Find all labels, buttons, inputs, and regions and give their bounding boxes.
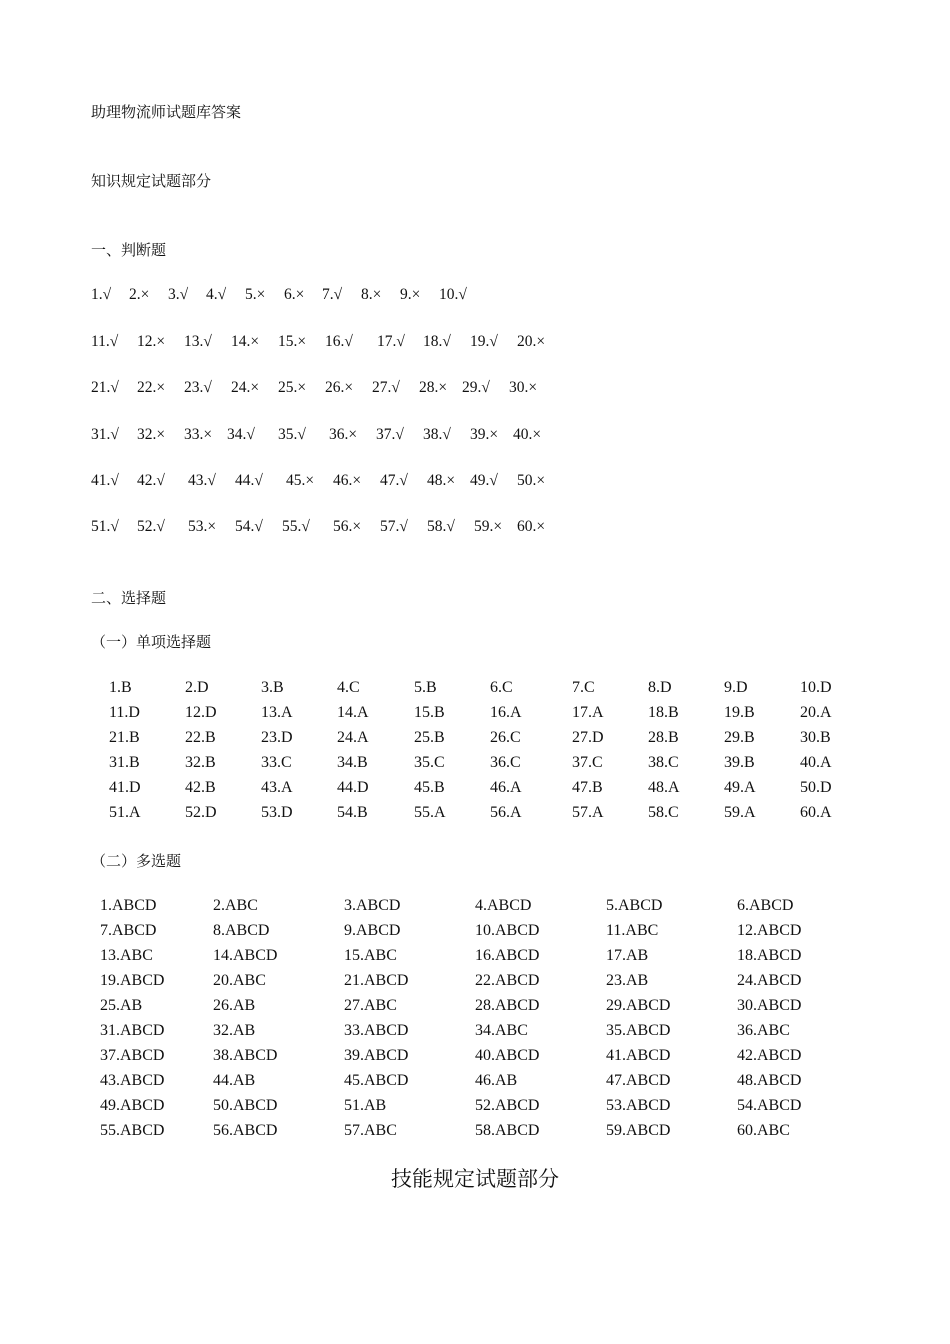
answer-item: 20.× <box>517 333 546 350</box>
answer-item: 17.A <box>572 704 604 721</box>
answer-item: 50.D <box>800 779 832 796</box>
answer-item: 15.B <box>414 704 445 721</box>
section-knowledge-heading: 知识规定试题部分 <box>91 172 212 190</box>
answer-item: 44.D <box>337 779 369 796</box>
document-title: 助理物流师试题库答案 <box>91 103 242 121</box>
answer-item: 10.ABCD <box>475 922 540 939</box>
answer-item: 37.C <box>572 754 603 771</box>
answer-item: 32.× <box>137 426 166 443</box>
answer-item: 2.× <box>129 286 150 303</box>
answer-item: 44.AB <box>213 1072 256 1089</box>
answer-item: 3.√ <box>168 286 189 303</box>
answer-item: 39.ABCD <box>344 1047 409 1064</box>
answer-item: 22.ABCD <box>475 972 540 989</box>
single-choice-heading: （一）单项选择题 <box>91 633 212 651</box>
answer-item: 8.D <box>648 679 672 696</box>
answer-item: 20.ABC <box>213 972 266 989</box>
answer-item: 30.ABCD <box>737 997 802 1014</box>
answer-item: 18.ABCD <box>737 947 802 964</box>
answer-item: 19.ABCD <box>100 972 165 989</box>
answer-item: 51.A <box>109 804 141 821</box>
answer-item: 53.ABCD <box>606 1097 671 1114</box>
answer-item: 58.ABCD <box>475 1122 540 1139</box>
answer-item: 41.D <box>109 779 141 796</box>
answer-item: 11.D <box>109 704 140 721</box>
answer-item: 40.A <box>800 754 832 771</box>
answer-item: 45.× <box>286 472 315 489</box>
answer-item: 5.ABCD <box>606 897 663 914</box>
answer-item: 48.ABCD <box>737 1072 802 1089</box>
answer-item: 7.√ <box>322 286 343 303</box>
answer-item: 3.ABCD <box>344 897 401 914</box>
answer-item: 23.√ <box>184 379 212 396</box>
answer-item: 12.D <box>185 704 217 721</box>
answer-item: 42.ABCD <box>737 1047 802 1064</box>
answer-item: 25.× <box>278 379 307 396</box>
answer-item: 33.C <box>261 754 292 771</box>
answer-item: 19.√ <box>470 333 498 350</box>
answer-item: 33.ABCD <box>344 1022 409 1039</box>
answer-item: 39.× <box>470 426 499 443</box>
answer-item: 3.B <box>261 679 284 696</box>
answer-item: 51.AB <box>344 1097 387 1114</box>
answer-item: 37.ABCD <box>100 1047 165 1064</box>
answer-item: 29.B <box>724 729 755 746</box>
answer-item: 35.√ <box>278 426 306 443</box>
answer-item: 44.√ <box>235 472 263 489</box>
answer-item: 15.ABC <box>344 947 397 964</box>
answer-item: 32.B <box>185 754 216 771</box>
answer-item: 58.C <box>648 804 679 821</box>
answer-item: 57.A <box>572 804 604 821</box>
answer-item: 50.ABCD <box>213 1097 278 1114</box>
answer-item: 30.B <box>800 729 831 746</box>
answer-item: 2.D <box>185 679 209 696</box>
answer-item: 53.× <box>188 518 217 535</box>
answer-item: 45.ABCD <box>344 1072 409 1089</box>
answer-item: 40.ABCD <box>475 1047 540 1064</box>
answer-item: 41.√ <box>91 472 119 489</box>
answer-item: 10.D <box>800 679 832 696</box>
answer-item: 22.× <box>137 379 166 396</box>
answer-item: 14.A <box>337 704 369 721</box>
answer-item: 21.B <box>109 729 140 746</box>
answer-item: 16.A <box>490 704 522 721</box>
answer-item: 17.AB <box>606 947 649 964</box>
answer-item: 9.D <box>724 679 748 696</box>
answer-item: 59.× <box>474 518 503 535</box>
answer-item: 13.A <box>261 704 293 721</box>
answer-item: 12.× <box>137 333 166 350</box>
answer-item: 41.ABCD <box>606 1047 671 1064</box>
answer-item: 7.C <box>572 679 595 696</box>
multi-choice-heading: （二）多选题 <box>91 852 182 870</box>
answer-item: 21.ABCD <box>344 972 409 989</box>
answer-item: 13.√ <box>184 333 212 350</box>
answer-item: 23.D <box>261 729 293 746</box>
answer-item: 18.B <box>648 704 679 721</box>
answer-item: 5.× <box>245 286 266 303</box>
answer-item: 55.√ <box>282 518 310 535</box>
answer-item: 39.B <box>724 754 755 771</box>
answer-item: 45.B <box>414 779 445 796</box>
answer-item: 46.× <box>333 472 362 489</box>
answer-item: 49.√ <box>470 472 498 489</box>
answer-item: 48.A <box>648 779 680 796</box>
section-skill-heading: 技能规定试题部分 <box>391 1167 559 1191</box>
answer-item: 54.ABCD <box>737 1097 802 1114</box>
answer-item: 34.B <box>337 754 368 771</box>
answer-item: 13.ABC <box>100 947 153 964</box>
answer-item: 51.√ <box>91 518 119 535</box>
answer-item: 21.√ <box>91 379 119 396</box>
answer-item: 4.C <box>337 679 360 696</box>
answer-item: 49.ABCD <box>100 1097 165 1114</box>
answer-item: 55.ABCD <box>100 1122 165 1139</box>
answer-item: 36.ABC <box>737 1022 790 1039</box>
answer-item: 43.ABCD <box>100 1072 165 1089</box>
answer-item: 48.× <box>427 472 456 489</box>
answer-item: 50.× <box>517 472 546 489</box>
answer-item: 56.× <box>333 518 362 535</box>
answer-item: 27.ABC <box>344 997 397 1014</box>
answer-item: 31.ABCD <box>100 1022 165 1039</box>
answer-item: 57.√ <box>380 518 408 535</box>
answer-item: 27.√ <box>372 379 400 396</box>
answer-item: 54.√ <box>235 518 263 535</box>
answer-item: 47.ABCD <box>606 1072 671 1089</box>
answer-item: 47.√ <box>380 472 408 489</box>
answer-item: 6.C <box>490 679 513 696</box>
answer-item: 32.AB <box>213 1022 256 1039</box>
answer-item: 26.AB <box>213 997 256 1014</box>
answer-item: 38.√ <box>423 426 451 443</box>
answer-item: 53.D <box>261 804 293 821</box>
answer-item: 1.ABCD <box>100 897 157 914</box>
answer-item: 16.√ <box>325 333 353 350</box>
answer-item: 20.A <box>800 704 832 721</box>
answer-item: 34.ABC <box>475 1022 528 1039</box>
answer-item: 59.A <box>724 804 756 821</box>
answer-item: 29.ABCD <box>606 997 671 1014</box>
answer-item: 24.A <box>337 729 369 746</box>
answer-item: 36.C <box>490 754 521 771</box>
answer-item: 2.ABC <box>213 897 258 914</box>
answer-item: 8.× <box>361 286 382 303</box>
answer-item: 28.ABCD <box>475 997 540 1014</box>
answer-item: 46.A <box>490 779 522 796</box>
answer-item: 43.A <box>261 779 293 796</box>
answer-item: 60.× <box>517 518 546 535</box>
answer-item: 24.ABCD <box>737 972 802 989</box>
answer-item: 25.B <box>414 729 445 746</box>
answer-item: 35.ABCD <box>606 1022 671 1039</box>
answer-item: 56.A <box>490 804 522 821</box>
answer-item: 60.A <box>800 804 832 821</box>
answer-item: 40.× <box>513 426 542 443</box>
answer-item: 58.√ <box>427 518 455 535</box>
part2-heading: 二、选择题 <box>91 589 167 607</box>
answer-item: 31.√ <box>91 426 119 443</box>
answer-item: 4.√ <box>206 286 227 303</box>
answer-item: 23.AB <box>606 972 649 989</box>
answer-item: 35.C <box>414 754 445 771</box>
answer-item: 37.√ <box>376 426 404 443</box>
answer-item: 54.B <box>337 804 368 821</box>
answer-item: 12.ABCD <box>737 922 802 939</box>
answer-item: 55.A <box>414 804 446 821</box>
answer-item: 60.ABC <box>737 1122 790 1139</box>
answer-item: 59.ABCD <box>606 1122 671 1139</box>
answer-item: 57.ABC <box>344 1122 397 1139</box>
answer-item: 52.D <box>185 804 217 821</box>
answer-item: 9.× <box>400 286 421 303</box>
answer-item: 33.× <box>184 426 213 443</box>
answer-item: 8.ABCD <box>213 922 270 939</box>
answer-item: 17.√ <box>377 333 405 350</box>
answer-item: 30.× <box>509 379 538 396</box>
answer-item: 43.√ <box>188 472 216 489</box>
answer-item: 6.× <box>284 286 305 303</box>
answer-item: 38.C <box>648 754 679 771</box>
answer-item: 38.ABCD <box>213 1047 278 1064</box>
answer-item: 56.ABCD <box>213 1122 278 1139</box>
answer-item: 26.× <box>325 379 354 396</box>
answer-item: 42.B <box>185 779 216 796</box>
answer-item: 36.× <box>329 426 358 443</box>
answer-item: 6.ABCD <box>737 897 794 914</box>
answer-item: 1.B <box>109 679 132 696</box>
answer-item: 1.√ <box>91 286 112 303</box>
answer-item: 46.AB <box>475 1072 518 1089</box>
answer-item: 52.ABCD <box>475 1097 540 1114</box>
answer-item: 49.A <box>724 779 756 796</box>
answer-item: 10.√ <box>439 286 467 303</box>
answer-item: 19.B <box>724 704 755 721</box>
answer-item: 11.√ <box>91 333 119 350</box>
answer-item: 16.ABCD <box>475 947 540 964</box>
answer-item: 22.B <box>185 729 216 746</box>
answer-item: 7.ABCD <box>100 922 157 939</box>
answer-item: 31.B <box>109 754 140 771</box>
answer-item: 4.ABCD <box>475 897 532 914</box>
answer-item: 11.ABC <box>606 922 659 939</box>
answer-item: 34.√ <box>227 426 255 443</box>
answer-item: 18.√ <box>423 333 451 350</box>
answer-item: 14.ABCD <box>213 947 278 964</box>
answer-item: 15.× <box>278 333 307 350</box>
answer-item: 9.ABCD <box>344 922 401 939</box>
answer-item: 28.× <box>419 379 448 396</box>
answer-item: 25.AB <box>100 997 143 1014</box>
part1-heading: 一、判断题 <box>91 241 167 259</box>
answer-item: 5.B <box>414 679 437 696</box>
answer-item: 26.C <box>490 729 521 746</box>
answer-item: 24.× <box>231 379 260 396</box>
answer-item: 52.√ <box>137 518 165 535</box>
answer-item: 14.× <box>231 333 260 350</box>
answer-item: 27.D <box>572 729 604 746</box>
answer-item: 29.√ <box>462 379 490 396</box>
answer-item: 28.B <box>648 729 679 746</box>
answer-item: 47.B <box>572 779 603 796</box>
answer-item: 42.√ <box>137 472 165 489</box>
